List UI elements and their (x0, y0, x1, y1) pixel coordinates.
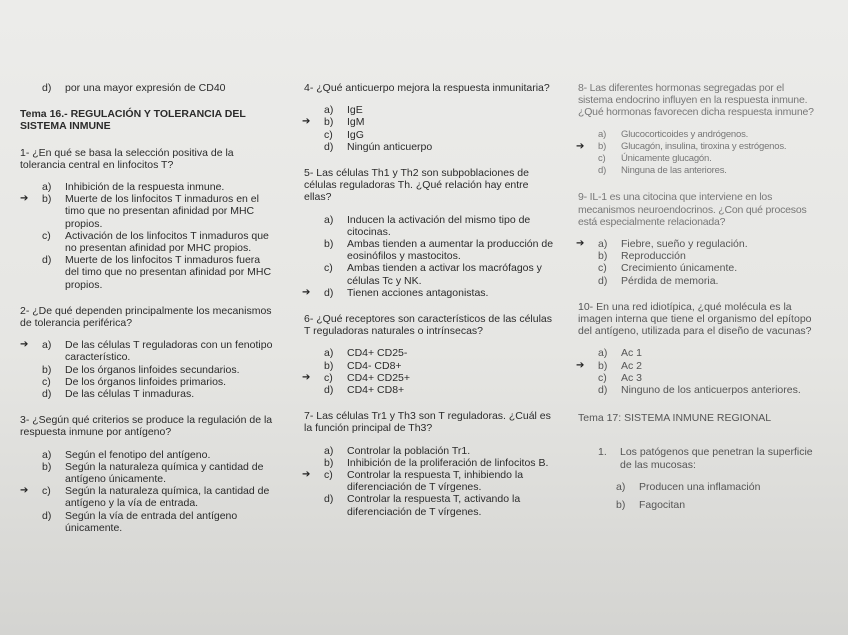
option-b (302, 116, 554, 129)
option-text: CD4+ CD8+ (347, 384, 405, 397)
option-c (324, 262, 554, 286)
option-letter: a) (42, 181, 52, 194)
option-letter: a) (324, 213, 334, 226)
answer-arrow-icon: ➔ (20, 339, 29, 351)
answer-arrow-icon: ➔ (20, 485, 29, 497)
option-b (324, 360, 554, 372)
option-text: IgM (347, 116, 365, 129)
option-text: Controlar la respuesta T, inhibiendo la diferenciación de T vírgenes. (347, 469, 524, 494)
option-text: Ambas tienden a aumentar la producción de eosinófilos y mastocitos. (347, 238, 554, 263)
option-letter: a) (42, 339, 52, 352)
option-letter: b) (324, 116, 334, 129)
question-5 (304, 167, 554, 299)
option-letter: b) (324, 456, 334, 469)
option-letter: a) (598, 347, 608, 360)
option-a (324, 445, 554, 457)
option-text: Ac 2 (621, 359, 643, 372)
question-9 (578, 191, 818, 286)
question-text: 7- Las células Tr1 y Th3 son T reguladoras. ¿Cuál es la función principal de Th3? (304, 410, 551, 435)
option-letter: d) (324, 140, 334, 153)
option-letter: b) (42, 193, 52, 206)
option-a (20, 339, 275, 364)
option-text: Tienen acciones antagonistas. (347, 286, 489, 299)
option-text: Glucagón, insulina, tiroxina y estrógenos. (621, 140, 787, 152)
question-text: 4- ¿Qué anticuerpo mejora la respuesta inmunitaria? (304, 82, 550, 94)
option-c (598, 153, 818, 165)
option-c (42, 376, 275, 388)
option-letter: b) (616, 499, 626, 512)
option-letter: d) (42, 509, 52, 522)
option-text: CD4- CD8+ (347, 359, 402, 372)
question-text: 1- ¿En qué se basa la selección positiva de la tolerancia central en linfocitos T? (20, 146, 234, 171)
option-d (324, 384, 554, 396)
option-text: Ac 1 (621, 347, 643, 360)
option-letter: a) (324, 444, 334, 457)
option-letter: b) (598, 250, 608, 263)
option-a (598, 347, 818, 359)
option-text: Inhibición de la proliferación de linfocitos B. (347, 456, 549, 469)
option-b (42, 364, 275, 376)
option-c (302, 371, 554, 384)
option-text: Según la naturaleza química y cantidad de antígeno únicamente. (65, 460, 264, 486)
option-letter: b) (324, 238, 334, 251)
option-letter: c) (324, 371, 333, 384)
option-b (324, 238, 554, 262)
question-1 (20, 147, 275, 291)
option-text: Según la vía de entrada del antígeno únicamente. (65, 509, 238, 534)
option-letter: b) (42, 460, 52, 473)
option-letter: d) (324, 286, 334, 299)
option-letter: c) (42, 229, 51, 242)
option-b (20, 193, 275, 230)
option-text: Pérdida de memoria. (621, 274, 719, 287)
option-d (324, 493, 554, 517)
option-c (20, 485, 275, 510)
question-text (598, 446, 818, 470)
question-text: 8- Las diferentes hormonas segregadas por el sistema endocrino influyen en la respuesta inmune. ¿Qué hormonas favorecen dicha respuesta inmune? (578, 82, 814, 119)
option-letter: b) (598, 140, 607, 152)
option-b (42, 461, 275, 485)
option-letter: c) (598, 262, 607, 275)
option-letter: d) (598, 274, 608, 287)
option-text: CD4+ CD25+ (347, 371, 411, 384)
option-d (598, 165, 818, 177)
question-text: 10- En una red idiotípica, ¿qué molécula es la imagen interna que tiene el organismo del epítopo del antígeno, utilizada para el diseño de vacunas? (578, 300, 812, 338)
option-text: Ninguna de las anteriores. (621, 165, 727, 177)
option-b (324, 457, 554, 469)
option-a (324, 347, 554, 359)
option-letter: a) (598, 238, 608, 251)
option-c (324, 129, 554, 141)
option-letter: d) (598, 165, 607, 177)
option-d-prev (42, 82, 275, 94)
question-body: Los patógenos que penetran la superficie de las mucosas: (620, 446, 813, 471)
answer-arrow-icon: ➔ (302, 116, 311, 128)
question-text: 2- ¿De qué dependen principalmente los mecanismos de tolerancia periférica? (20, 304, 272, 330)
heading-line: SISTEMA INMUNE (20, 120, 111, 133)
option-letter: a) (324, 104, 334, 117)
question-10 (578, 301, 818, 396)
answer-arrow-icon: ➔ (302, 286, 311, 298)
option-letter: c) (324, 128, 333, 141)
option-a (324, 104, 554, 116)
option-letter: b) (324, 359, 334, 372)
option-text: Fagocitan (639, 499, 686, 512)
question-text: 3- ¿Según qué criterios se produce la regulación de la respuesta inmune por antígeno? (20, 414, 273, 439)
option-letter: c) (42, 485, 51, 498)
question-text: 9- IL-1 es una citocina que interviene en los mecanismos neuroendocrinos. ¿Con qué procesos está especialmente relacionada? (578, 191, 807, 228)
option-letter: d) (42, 388, 52, 401)
option-a (324, 214, 554, 238)
option-d (42, 254, 275, 291)
question-text: 6- ¿Qué receptores son característicos de las células T reguladoras naturales o intrínsecas? (304, 313, 553, 338)
question-3 (20, 414, 275, 534)
option-text: De las células T reguladoras con un fenotipo característico. (65, 339, 273, 364)
column-3 (578, 82, 818, 525)
question-7 (304, 410, 554, 518)
column-1 (20, 82, 275, 548)
option-text: Inducen la activación del mismo tipo de citocinas. (347, 213, 531, 238)
column-2 (304, 82, 554, 532)
option-b (598, 250, 818, 262)
option-text: Muerte de los linfocitos T inmaduros en el timo que no presentan afinidad por MHC propios. (65, 193, 259, 230)
option-c (598, 262, 818, 274)
option-text: Activación de los linfocitos T inmaduros que no presentan afinidad por MHC propios. (65, 229, 269, 255)
option-letter: d) (42, 254, 52, 267)
answer-arrow-icon: ➔ (20, 193, 29, 205)
question-t17-1 (578, 446, 818, 511)
option-text: De los órganos linfoides primarios. (65, 375, 227, 388)
answer-arrow-icon: ➔ (576, 140, 585, 152)
question-text: 5- Las células Th1 y Th2 son subpoblaciones de células reguladoras Th. ¿Qué relación hay entre ellas? (304, 167, 529, 204)
option-d (42, 510, 275, 534)
option-text: Ningún anticuerpo (347, 140, 433, 153)
option-letter: a) (598, 128, 607, 140)
option-letter: a) (324, 347, 334, 360)
option-text: Ninguno de los anticuerpos anteriores. (621, 384, 801, 397)
option-letter: c) (324, 469, 333, 482)
question-4 (304, 82, 554, 153)
option-letter: d) (42, 82, 52, 94)
option-text: por una mayor expresión de CD40 (65, 82, 226, 94)
answer-arrow-icon: ➔ (576, 238, 585, 250)
option-text: Inhibición de la respuesta inmune. (65, 181, 225, 194)
option-text: Según la naturaleza química, la cantidad de antígeno y la vía de entrada. (65, 485, 270, 510)
question-6 (304, 313, 554, 396)
option-text: Controlar la población Tr1. (347, 444, 471, 457)
option-letter: c) (598, 153, 606, 165)
option-text: Ac 3 (621, 371, 643, 384)
answer-arrow-icon: ➔ (302, 469, 311, 481)
answer-arrow-icon: ➔ (302, 371, 311, 383)
option-text: Fiebre, sueño y regulación. (621, 238, 748, 251)
option-letter: c) (42, 375, 51, 388)
option-d (598, 275, 818, 287)
option-letter: b) (42, 363, 52, 376)
option-text: IgE (347, 104, 363, 117)
option-letter: d) (324, 493, 334, 506)
option-d (598, 384, 818, 396)
option-letter: b) (598, 359, 608, 372)
option-a (616, 481, 818, 493)
option-text: De las células T inmaduras. (65, 388, 195, 401)
option-d (302, 286, 554, 299)
answer-arrow-icon: ➔ (576, 359, 585, 371)
option-text: Controlar la respuesta T, activando la diferenciación de T vírgenes. (347, 493, 521, 518)
option-letter: a) (616, 480, 626, 493)
option-text: Glucocorticoides y andrógenos. (621, 128, 749, 140)
option-text: IgG (347, 128, 364, 141)
option-letter: c) (324, 262, 333, 275)
option-text: Crecimiento únicamente. (621, 262, 738, 275)
option-b (616, 499, 818, 511)
option-a (42, 449, 275, 461)
option-letter: d) (598, 384, 608, 397)
option-c (598, 372, 818, 384)
option-letter: d) (324, 384, 334, 397)
option-a (42, 181, 275, 193)
option-d (42, 388, 275, 400)
option-text: Únicamente glucagón. (621, 153, 712, 165)
option-c (42, 230, 275, 254)
option-b (576, 359, 818, 372)
option-text: Muerte de los linfocitos T inmaduros fuera del timo que no presentan afinidad por MHC propios. (65, 254, 272, 291)
heading-line: Tema 16.- REGULACIÓN Y TOLERANCIA DEL (20, 108, 246, 121)
option-text: De los órganos linfoides secundarios. (65, 363, 240, 376)
option-b (576, 140, 818, 153)
option-c (302, 469, 554, 494)
question-2 (20, 305, 275, 400)
section-heading-tema17: Tema 17: SISTEMA INMUNE REGIONAL (578, 412, 772, 425)
question-8 (578, 82, 818, 177)
option-text: Producen una inflamación (639, 480, 761, 493)
option-d (324, 141, 554, 153)
section-heading-tema16 (20, 108, 275, 132)
option-text: Ambas tienden a activar los macrófagos y células Tc y NK. (347, 262, 542, 287)
question-number: 1. (598, 446, 607, 459)
option-text: Reproducción (621, 250, 686, 263)
option-letter: c) (598, 371, 607, 384)
option-text: Según el fenotipo del antígeno. (65, 448, 211, 461)
option-letter: a) (42, 448, 52, 461)
option-text: CD4+ CD25- (347, 347, 408, 360)
option-a (576, 238, 818, 251)
option-a (598, 129, 818, 141)
